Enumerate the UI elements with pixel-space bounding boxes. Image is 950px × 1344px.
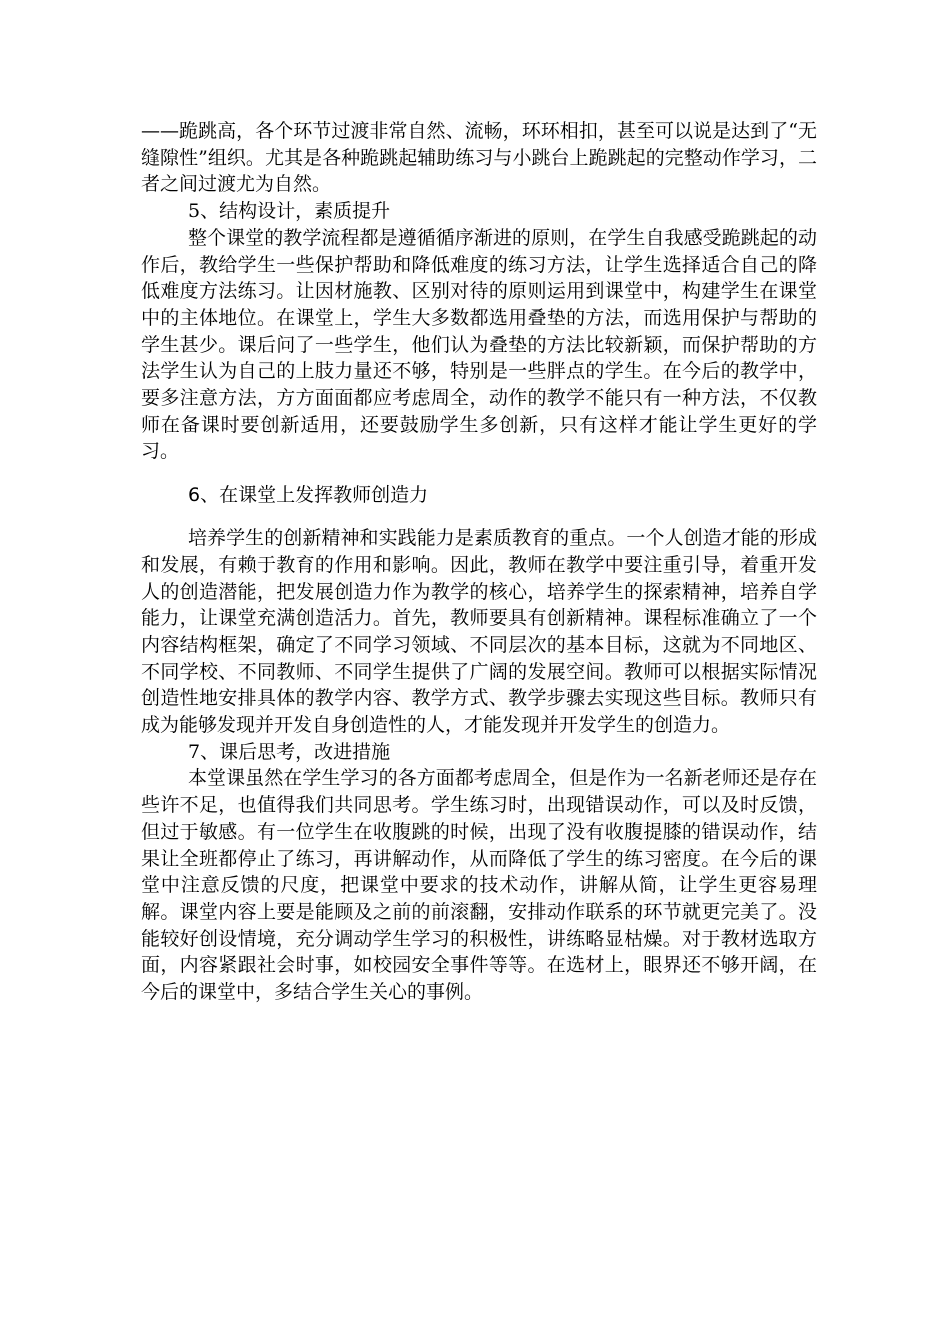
section-5-heading: 5、结构设计，素质提升 [188, 200, 391, 223]
section-6-paragraph: 培养学生的创新精神和实践能力是素质教育的重点。一个人创造才能的形成和发展，有赖于教育的作用和影响。因此，教师在教学中要注重引导，着重开发人的创造潜能，把发展创造力作为教学的核心，培养学生的探索精神，培养自学能力，让课堂充满创造活力。首先，教师要具有创新精神。课程标准确立了一个内容结构框架，确定了不同学习领域、不同层次的基本目标，这就为不同地区、不同学校、不同教师、不同学生提供了广阔的发展空间。教师可以根据实际情况创造性地安排具体的教学内容、教学方式、教学步骤去实现这些目标。教师只有成为能够发现并开发自身创造性的人，才能发现并开发学生的创造力。 [141, 527, 817, 737]
section-7-heading: 7、课后思考，改进措施 [188, 740, 391, 763]
intro-paragraph: ——跪跳高，各个环节过渡非常自然、流畅，环环相扣，甚至可以说是达到了“无缝隙性”组织。尤其是各种跪跳起辅助练习与小跳台上跪跳起的完整动作学习，二者之间过渡尤为自然。 [141, 120, 817, 196]
document-page [141, 118, 817, 1006]
section-5-paragraph: 整个课堂的教学流程都是遵循循序渐进的原则，在学生自我感受跪跳起的动作后，教给学生一些保护帮助和降低难度的练习方法，让学生选择适合自己的降低难度方法练习。让因材施教、区别对待的原则运用到课堂中，构建学生在课堂中的主体地位。在课堂上，学生大多数都选用叠垫的方法，而选用保护与帮助的学生甚少。课后问了一些学生，他们认为叠垫的方法比较新颖，而保护帮助的方法学生认为自己的上肢力量还不够，特别是一些胖点的学生。在今后的教学中，要多注意方法，方方面面都应考虑周全，动作的教学不能只有一种方法，不仅教师在备课时要创新适用，还要鼓励学生多创新，只有这样才能让学生更好的学习。 [141, 226, 817, 463]
section-6-heading: 6、在课堂上发挥教师创造力 [188, 484, 429, 507]
section-7-paragraph: 本堂课虽然在学生学习的各方面都考虑周全，但是作为一名新老师还是存在些许不足，也值得我们共同思考。学生练习时，出现错误动作，可以及时反馈，但过于敏感。有一位学生在收腹跳的时候，出现了没有收腹提膝的错误动作，结果让全班都停止了练习，再讲解动作，从而降低了学生的练习密度。在今后的课堂中注意反馈的尺度，把课堂中要求的技术动作，讲解从简，让学生更容易理解。课堂内容上要是能顾及之前的前滚翻，安排动作联系的环节就更完美了。没能较好创设情境，充分调动学生学习的积极性，讲练略显枯燥。对于教材选取方面，内容紧跟社会时事，如校园安全事件等等。在选材上，眼界还不够开阔，在今后的课堂中，多结合学生关心的事例。 [141, 767, 817, 1004]
